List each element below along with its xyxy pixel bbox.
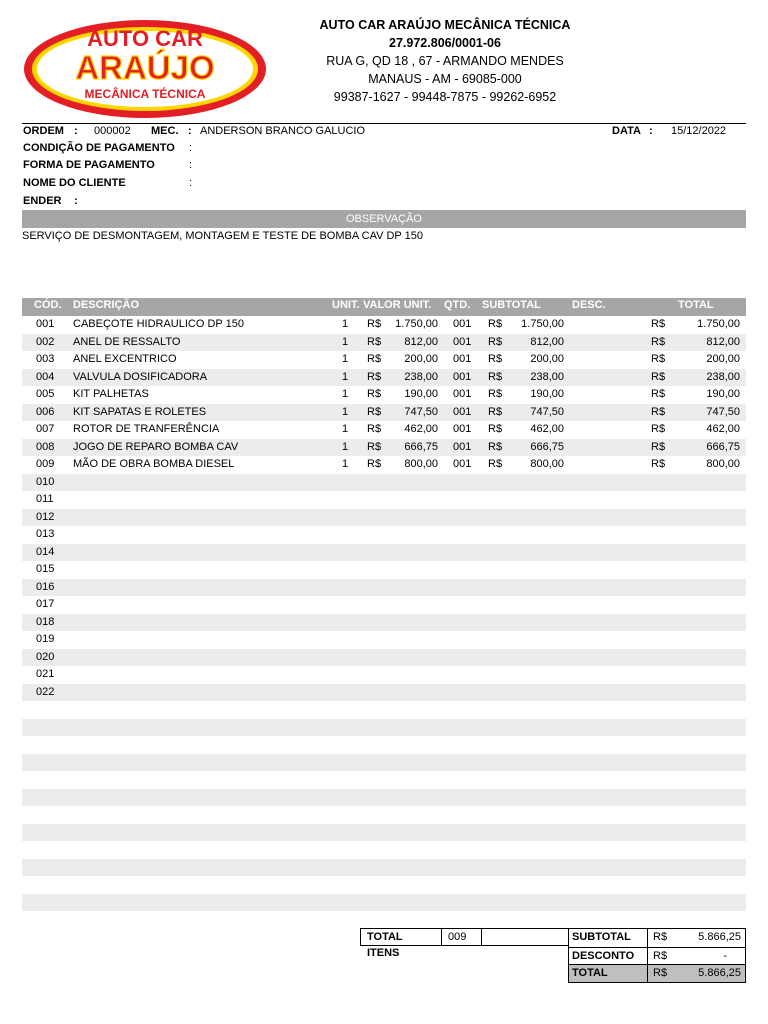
cell-valor: 747,50: [404, 405, 438, 418]
table-row: [22, 596, 746, 614]
subtotal-currency: R$: [653, 931, 668, 943]
cell-cod: 001: [36, 318, 55, 330]
condicao-label: CONDIÇÃO DE PAGAMENTO: [23, 142, 175, 154]
total-itens-blank: [481, 928, 569, 946]
subtotal-row: [569, 929, 745, 947]
total-itens-label: TOTAL ITENS: [360, 928, 441, 946]
forma-colon: :: [189, 159, 193, 171]
cell-desc: ANEL DE RESSALTO: [73, 335, 181, 348]
table-row: [22, 351, 746, 369]
subtotal-value: 5.866,25: [698, 931, 741, 943]
total-itens-value: 009: [441, 928, 481, 946]
table-row: [22, 894, 746, 912]
cell-valor: 190,00: [404, 388, 438, 400]
desconto-row: [569, 947, 745, 965]
cliente-row: [23, 175, 193, 191]
cell-total: 200,00: [706, 353, 740, 365]
cell-valor-currency: R$: [367, 405, 382, 418]
cell-cod: 018: [36, 615, 55, 628]
data-value: 15/12/2022: [671, 125, 727, 137]
ordem-colon: :: [74, 125, 78, 137]
cell-valor-currency: R$: [367, 440, 382, 453]
cell-cod: 004: [36, 370, 55, 383]
cell-unit: 1: [342, 440, 349, 453]
cell-subtotal-currency: R$: [488, 353, 503, 365]
cell-total-currency: R$: [651, 353, 666, 365]
cell-unit: 1: [342, 335, 349, 348]
table-row: [22, 631, 746, 649]
cell-total-currency: R$: [651, 440, 666, 453]
total-currency: R$: [653, 967, 668, 979]
th-unit: UNIT.: [332, 299, 360, 311]
desconto-label: DESCONTO: [572, 949, 635, 962]
table-row: [22, 771, 746, 789]
cell-cod: 019: [36, 633, 55, 645]
cell-desc: VALVULA DOSIFICADORA: [73, 370, 208, 383]
cell-valor: 200,00: [404, 353, 438, 365]
cell-valor-currency: R$: [367, 370, 382, 383]
cell-total: 238,00: [706, 370, 740, 383]
th-desc: DESCRIÇÃO: [73, 299, 140, 311]
total-itens-box: [360, 928, 569, 959]
cell-subtotal-currency: R$: [488, 405, 503, 418]
cell-total: 462,00: [706, 423, 740, 435]
logo-line2: ARAÚJO: [75, 49, 215, 86]
mec-label: MEC.: [151, 125, 179, 137]
cell-subtotal: 666,75: [530, 440, 564, 453]
cell-desc: ANEL EXCENTRICO: [73, 353, 177, 365]
cliente-colon: :: [189, 177, 193, 189]
mec-value: ANDERSON BRANCO GALUCIO: [200, 125, 366, 137]
logo-line1: AUTO CAR: [87, 26, 203, 51]
ordem-value: 000002: [94, 125, 131, 137]
cell-total: 812,00: [706, 335, 740, 348]
table-row: [22, 456, 746, 474]
cell-total: 1.750,00: [697, 318, 740, 330]
cell-valor: 666,75: [404, 440, 438, 453]
cell-subtotal-currency: R$: [488, 458, 503, 470]
cell-total-currency: R$: [651, 423, 666, 435]
cell-qtd: 001: [453, 318, 472, 330]
cell-cod: 021: [36, 668, 55, 680]
data-label: DATA: [612, 125, 641, 137]
th-cod: CÓD.: [34, 299, 62, 311]
cell-cod: 008: [36, 440, 55, 453]
table-row: [22, 649, 746, 667]
cell-cod: 013: [36, 528, 55, 540]
cell-subtotal-currency: R$: [488, 423, 503, 435]
th-subtotal: SUBTOTAL: [482, 299, 541, 311]
company-city: MANAUS - AM - 69085-000: [368, 72, 522, 86]
cell-cod: 005: [36, 388, 55, 400]
cell-cod: 016: [36, 580, 55, 593]
cell-qtd: 001: [453, 440, 472, 453]
cell-valor-currency: R$: [367, 388, 382, 400]
ender-row: [23, 193, 78, 209]
cell-desc: JOGO DE REPARO BOMBA CAV: [73, 440, 239, 453]
cell-cod: 010: [36, 475, 55, 488]
desconto-currency: R$: [653, 949, 668, 962]
cell-total-currency: R$: [651, 335, 666, 348]
table-row: [22, 404, 746, 422]
items-table-header: [22, 298, 746, 316]
cell-desc: ROTOR DE TRANFERÊNCIA: [73, 423, 220, 435]
table-row: [22, 421, 746, 439]
table-row: [22, 439, 746, 457]
cell-unit: 1: [342, 370, 349, 383]
cell-unit: 1: [342, 423, 349, 435]
cell-cod: 006: [36, 405, 55, 418]
cell-cod: 009: [36, 458, 55, 470]
company-logo: [22, 18, 268, 120]
table-row: [22, 561, 746, 579]
totals-box: [568, 928, 746, 983]
table-row: [22, 719, 746, 737]
cell-cod: 022: [36, 685, 55, 698]
cell-valor: 1.750,00: [395, 318, 438, 330]
cell-valor-currency: R$: [367, 458, 382, 470]
observacao-header: OBSERVAÇÃO: [22, 210, 746, 228]
cell-unit: 1: [342, 318, 349, 330]
table-row: [22, 754, 746, 772]
table-row: [22, 491, 746, 509]
ender-colon: :: [74, 195, 78, 207]
cell-valor-currency: R$: [367, 335, 382, 348]
cell-valor-currency: R$: [367, 318, 382, 330]
cell-qtd: 001: [453, 458, 472, 470]
table-row: [22, 684, 746, 702]
cell-unit: 1: [342, 458, 349, 470]
cell-valor: 462,00: [404, 423, 438, 435]
cell-subtotal-currency: R$: [488, 318, 503, 330]
table-row: [22, 386, 746, 404]
cell-desc: MÃO DE OBRA BOMBA DIESEL: [73, 458, 235, 470]
cell-subtotal-currency: R$: [488, 388, 503, 400]
cell-qtd: 001: [453, 405, 472, 418]
cell-cod: 017: [36, 598, 55, 610]
cell-qtd: 001: [453, 388, 472, 400]
condicao-colon: :: [189, 142, 193, 154]
cell-valor-currency: R$: [367, 353, 382, 365]
cell-cod: 014: [36, 545, 55, 558]
cell-cod: 015: [36, 563, 55, 575]
cell-total-currency: R$: [651, 405, 666, 418]
cell-total-currency: R$: [651, 318, 666, 330]
cell-desc: KIT PALHETAS: [73, 388, 149, 400]
company-cnpj: 27.972.806/0001-06: [389, 36, 501, 50]
cell-valor: 800,00: [404, 458, 438, 470]
company-address: RUA G, QD 18 , 67 - ARMANDO MENDES: [326, 54, 564, 68]
cell-valor: 238,00: [404, 370, 438, 383]
table-row: [22, 859, 746, 877]
table-row: [22, 544, 746, 562]
company-name: AUTO CAR ARAÚJO MECÂNICA TÉCNICA: [319, 18, 571, 32]
forma-label: FORMA DE PAGAMENTO: [23, 159, 155, 171]
cell-qtd: 001: [453, 353, 472, 365]
cell-cod: 002: [36, 335, 55, 348]
ender-label: ENDER: [23, 195, 62, 207]
cell-unit: 1: [342, 405, 349, 418]
cell-total: 800,00: [706, 458, 740, 470]
cell-subtotal: 800,00: [530, 458, 564, 470]
th-qtd: QTD.: [444, 299, 471, 311]
cell-valor: 812,00: [404, 335, 438, 348]
cell-total-currency: R$: [651, 458, 666, 470]
cell-desc: KIT SAPATAS E ROLETES: [73, 405, 207, 418]
table-row: [22, 369, 746, 387]
th-desconto: DESC.: [572, 299, 606, 311]
company-phones: 99387-1627 - 99448-7875 - 99262-6952: [333, 90, 557, 104]
cell-subtotal: 238,00: [530, 370, 564, 383]
order-row: [23, 123, 747, 139]
cell-total-currency: R$: [651, 388, 666, 400]
cell-qtd: 001: [453, 423, 472, 435]
total-label: TOTAL: [572, 967, 608, 979]
cell-total: 747,50: [706, 405, 740, 418]
data-colon: :: [649, 125, 653, 137]
cliente-label: NOME DO CLIENTE: [23, 177, 126, 189]
table-row: [22, 579, 746, 597]
cell-subtotal: 190,00: [530, 388, 564, 400]
cell-subtotal: 200,00: [530, 353, 564, 365]
cell-desc: CABEÇOTE HIDRAULICO DP 150: [73, 318, 244, 330]
table-row: [22, 701, 746, 719]
table-row: [22, 736, 746, 754]
desconto-value: -: [723, 949, 727, 962]
cell-subtotal: 462,00: [530, 423, 564, 435]
total-row: [569, 964, 745, 982]
table-row: [22, 824, 746, 842]
cell-qtd: 001: [453, 370, 472, 383]
forma-row: [23, 157, 193, 173]
table-row: [22, 509, 746, 527]
cell-qtd: 001: [453, 335, 472, 348]
cell-cod: 012: [36, 510, 55, 523]
cell-cod: 007: [36, 423, 55, 435]
table-row: [22, 666, 746, 684]
table-row: [22, 841, 746, 859]
cell-subtotal: 812,00: [530, 335, 564, 348]
observacao-text: SERVIÇO DE DESMONTAGEM, MONTAGEM E TESTE DE BOMBA CAV DP 150: [22, 230, 423, 242]
cell-total-currency: R$: [651, 370, 666, 383]
cell-total: 190,00: [706, 388, 740, 400]
table-row: [22, 526, 746, 544]
cell-subtotal-currency: R$: [488, 335, 503, 348]
table-row: [22, 806, 746, 824]
items-table-body: [22, 316, 746, 911]
mec-colon: :: [188, 125, 192, 137]
table-row: [22, 614, 746, 632]
cell-valor-currency: R$: [367, 423, 382, 435]
total-value: 5.866,25: [698, 967, 741, 979]
cell-cod: 020: [36, 650, 55, 663]
subtotal-label: SUBTOTAL: [572, 931, 631, 943]
cell-subtotal-currency: R$: [488, 440, 503, 453]
table-row: [22, 334, 746, 352]
cell-unit: 1: [342, 388, 349, 400]
condicao-row: [23, 140, 193, 156]
company-info: [300, 16, 590, 106]
cell-subtotal: 1.750,00: [521, 318, 564, 330]
th-valor: VALOR UNIT.: [363, 299, 432, 311]
logo-line3: MECÂNICA TÉCNICA: [84, 87, 206, 101]
ordem-label: ORDEM: [23, 125, 64, 137]
table-row: [22, 316, 746, 334]
cell-cod: 003: [36, 353, 55, 365]
cell-subtotal: 747,50: [530, 405, 564, 418]
table-row: [22, 789, 746, 807]
cell-cod: 011: [36, 493, 54, 505]
table-row: [22, 876, 746, 894]
cell-total: 666,75: [706, 440, 740, 453]
cell-subtotal-currency: R$: [488, 370, 503, 383]
th-total: TOTAL: [678, 299, 714, 311]
table-row: [22, 474, 746, 492]
cell-unit: 1: [342, 353, 349, 365]
